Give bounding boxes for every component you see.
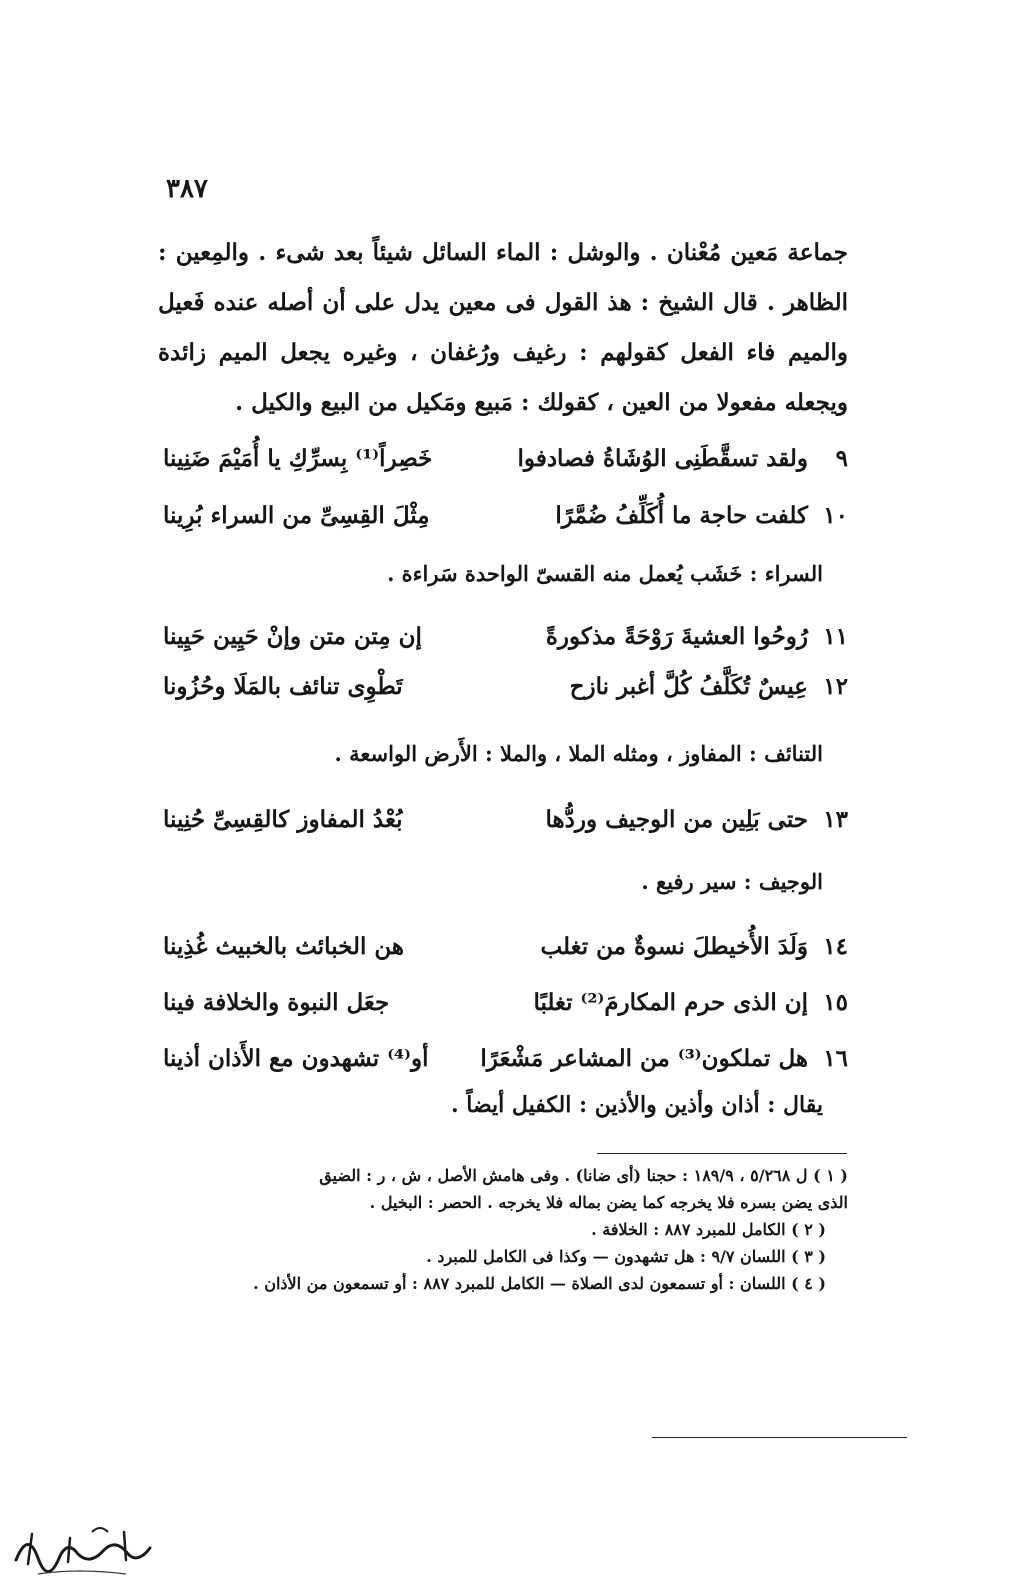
verse-line <box>163 1034 848 1082</box>
verse-first-hemistich: وَلَدَ الأُخيطلَ نسوةٌ من تغلب <box>540 932 808 960</box>
verse-first-hemistich: رُوحُوا العشيةَ رَوْحَةً مذكورةً <box>545 622 808 650</box>
verse-number: ١٣ <box>823 805 848 833</box>
verse-first-hemistich: هل تملكون⁽³⁾ من المشاعر مَشْعَرًا <box>480 1044 808 1072</box>
verse-first-hemistich: عِيسٌ تُكَلَّفُ كُلَّ أغبر نازح <box>569 672 808 700</box>
footnote: ( ١ ) ل ٥/٢٦٨ ، ١٨٩/٩ : حجنا (أى ضانا) . وفى هامش الأصل ، ش ، ر : الضيق <box>319 1166 848 1185</box>
footnote-separator <box>597 1153 847 1154</box>
verse-number: ١٠ <box>823 501 848 529</box>
verse-second-hemistich: بُعْدُ المفاوز كالقِسِىِّ حُنِينا <box>163 805 403 833</box>
gloss-line: يقال : أذان وأذين والأذين : الكفيل أيضاً . <box>450 1092 823 1118</box>
verse-line <box>163 662 848 710</box>
verse-number: ١٤ <box>823 932 848 960</box>
verse-second-hemistich: إن مِتن متن وإنْ حَيِين حَيِينا <box>163 622 422 650</box>
footnote: ( ٤ ) اللسان : أو تسمعون لدى الصلاة — الكامل للمبرد ٨٨٧ : أو تسمعون من الأذان . <box>253 1274 826 1293</box>
verse-first-hemistich: إن الذى حرم المكارمَ⁽²⁾ تغلبًا <box>533 988 808 1016</box>
prose-paragraph: جماعة مَعين مُعْنان . والوشل : الماء السائل شيئاً بعد شىء . والمِعين : الظاهر . قال الشيخ : هذ القول فى معين يدل على أن أصله عنده فَعيل والميم فاء الفعل كقولهم : رغيف ورُغفان ، وغيره يجعل الميم زائدة ويجعله مفعولا من العين ، كقولك : مَبيع ومَكيل من البيع والكيل . <box>158 239 848 416</box>
verse-line <box>163 434 848 482</box>
verse-line <box>163 491 848 539</box>
verse-second-hemistich: أو⁽⁴⁾ تشهدون مع الأَذان أذينا <box>163 1044 429 1072</box>
gloss-line: الوجيف : سير رفيع . <box>641 869 823 894</box>
verse-line <box>163 612 848 660</box>
verse-line <box>163 978 848 1026</box>
verse-first-hemistich: كلفت حاجة ما أُكَلِّفُ ضُمَّرًا <box>555 501 808 529</box>
verse-line <box>163 922 848 970</box>
verse-number: ١١ <box>823 622 848 650</box>
verse-first-hemistich: ولقد تسقَّطَنِى الوُشَاةُ فصادفوا <box>517 444 808 472</box>
gloss-line: السراء : خَشَب يُعمل منه القسىّ الواحدة سَراءة . <box>387 561 823 586</box>
verse-second-hemistich: تَطْوِى تنائف بالمَلَا وحُزُونا <box>163 672 403 700</box>
verse-number: ١٦ <box>823 1044 848 1072</box>
page-number: ٣٨٧ <box>166 174 208 204</box>
verse-number: ١٥ <box>823 988 848 1016</box>
verse-line <box>163 795 848 843</box>
library-stamp-logo <box>8 1520 158 1582</box>
footnote: ( ٣ ) اللسان ٩/٧ : هل تشهدون — وكذا فى الكامل للمبرد . <box>426 1247 826 1266</box>
bottom-rule <box>652 1437 907 1438</box>
footnotes <box>168 1162 848 1297</box>
verse-second-hemistich: خَصِراً⁽¹⁾ بِسرِّكِ يا أُمَيْمَ ضَنِينا <box>163 444 433 472</box>
verse-second-hemistich: مِثْلَ القِسِىِّ من السراء بُرِينا <box>163 501 430 529</box>
footnote-continuation: الذى يضن بسره فلا يخرجه كما يضن بماله فلا يخرجه . الحصر : البخيل . <box>369 1193 848 1212</box>
verse-number: ١٢ <box>823 672 848 700</box>
gloss-line: التنائف : المفاوز ، ومثله الملا ، والملا : الأَرض الواسعة . <box>334 741 823 766</box>
verse-second-hemistich: جعَل النبوة والخلافة فينا <box>163 988 390 1016</box>
verse-second-hemistich: هن الخبائث بالخبيث غُذِينا <box>163 932 405 960</box>
footnote: ( ٢ ) الكامل للمبرد ٨٨٧ : الخلافة . <box>591 1220 826 1239</box>
verse-number: ٩ <box>835 444 848 472</box>
verse-first-hemistich: حتى بَلِين من الوجيف وردُّها <box>545 805 808 833</box>
